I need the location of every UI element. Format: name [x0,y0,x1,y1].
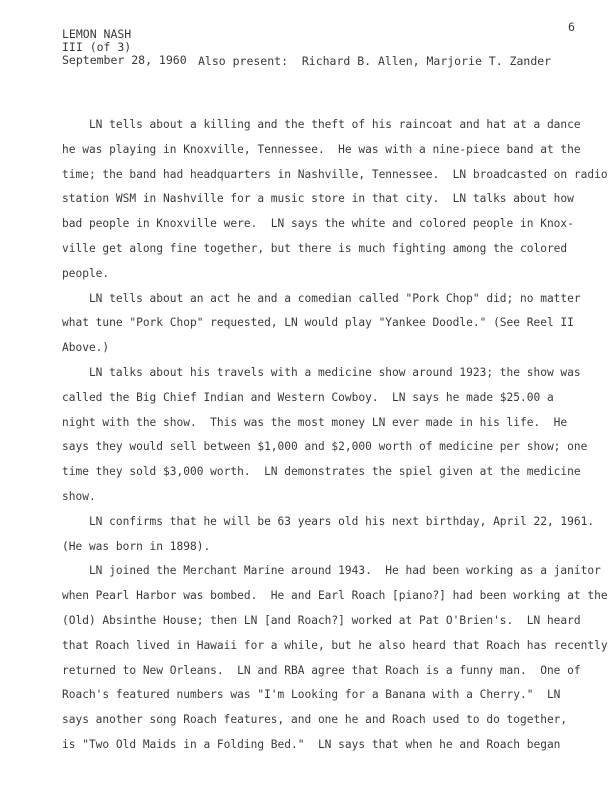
transcript-line: is "Two Old Maids in a Folding Bed." LN says that when he and Roach began [62,737,561,751]
transcript-line: people. [62,266,110,280]
transcript-line: LN joined the Merchant Marine around 1943. He had been working as a janitor [62,564,601,578]
transcript-line: bad people in Knoxville were. LN says the white and colored people in Knox- [62,217,574,231]
transcript-line: time they sold $3,000 worth. LN demonstrates the spiel given at the medicine [62,465,581,479]
transcript-line: time; the band had headquarters in Nashville, Tennessee. LN broadcasted on radio [62,167,608,181]
transcript-body [62,113,608,758]
transcript-line: show. [62,489,96,503]
transcript-line: LN confirms that he will be 63 years old his next birthday, April 22, 1961. [62,514,595,528]
interviewee-name: LEMON NASH [62,27,132,41]
transcript-line: LN tells about an act he and a comedian called "Pork Chop" did; no matter [62,291,581,305]
also-present: Also present: Richard B. Allen, Marjorie T. Zander [198,54,552,68]
transcript-line: returned to New Orleans. LN and RBA agree that Roach is a funny man. One of [62,663,581,677]
transcript-line: LN tells about a killing and the theft of his raincoat and hat at a dance [62,118,581,131]
transcript-line: (He was born in 1898). [62,539,211,553]
transcript-line: station WSM in Nashville for a music store in that city. LN talks about how [62,192,574,206]
transcript-line: that Roach lived in Hawaii for a while, but he also heard that Roach has recently [62,638,608,652]
transcript-line: says another song Roach features, and one he and Roach used to do together, [62,713,568,727]
transcript-line: says they would sell between $1,000 and $2,000 worth of medicine per show; one [62,440,588,454]
transcript-line: what tune "Pork Chop" requested, LN would play "Yankee Doodle." (See Reel II [62,316,574,330]
transcript-line: Above.) [62,341,110,355]
transcript-line: called the Big Chief Indian and Western Cowboy. LN says he made $25.00 a [62,390,554,404]
transcript-line: when Pearl Harbor was bombed. He and Earl Roach [piano?] had been working at the [62,589,608,603]
transcript-line: he was playing in Knoxville, Tennessee. He was with a nine-piece band at the [62,142,581,156]
reel-number: III (of 3) [62,40,132,54]
page-number: 6 [568,20,575,34]
transcript-line: ville get along fine together, but there is much fighting among the colored [62,241,568,255]
transcript-line: LN talks about his travels with a medicine show around 1923; the show was [62,365,581,379]
interview-date: September 28, 1960 [62,53,187,67]
transcript-line: Roach's featured numbers was "I'm Looking for a Banana with a Cherry." LN [62,688,561,702]
transcript-line: night with the show. This was the most money LN ever made in his life. He [62,415,568,429]
header-block [62,28,187,67]
transcript-line: (Old) Absinthe House; then LN [and Roach?] worked at Pat O'Brien's. LN heard [62,613,581,627]
